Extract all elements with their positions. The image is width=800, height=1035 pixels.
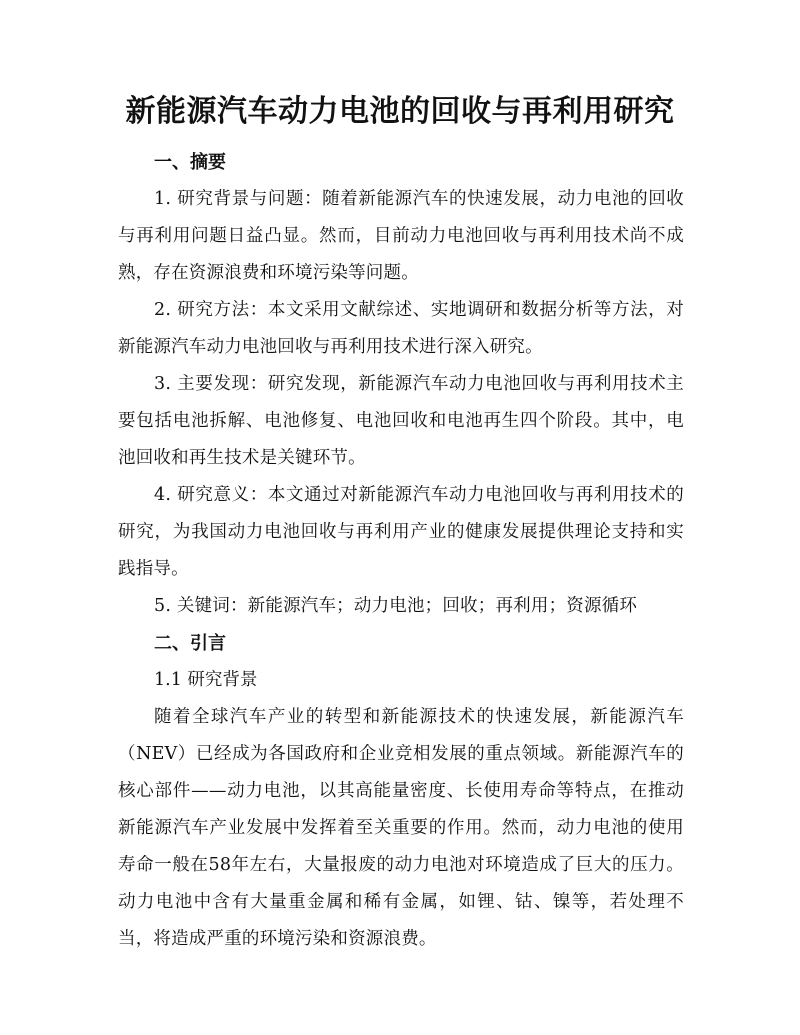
document-title: 新能源汽车动力电池的回收与再利用研究 — [125, 94, 675, 129]
subsection-heading: 1.1 研究背景 — [154, 670, 258, 690]
item-number: 4. — [154, 485, 172, 505]
abstract-item — [118, 181, 684, 292]
abstract-item — [118, 477, 684, 588]
document-body — [118, 144, 684, 958]
item-number: 1. — [154, 189, 172, 209]
item-text: 研究方法：本文采用文献综述、实地调研和数据分析等方法，对新能源汽车动力电池回收与再利用技术进行深入研究。 — [118, 300, 684, 357]
item-text: 关键词：新能源汽车；动力电池；回收；再利用；资源循环 — [176, 596, 638, 616]
section-heading-introduction: 二、引言 — [154, 633, 226, 654]
abstract-item — [118, 292, 684, 366]
abstract-item — [118, 366, 684, 477]
item-number: 2. — [154, 300, 172, 320]
item-text: 主要发现：研究发现，新能源汽车动力电池回收与再利用技术主要包括电池拆解、电池修复、电池回收和电池再生四个阶段。其中，电池回收和再生技术是关键环节。 — [118, 374, 684, 468]
item-text: 研究背景与问题：随着新能源汽车的快速发展，动力电池的回收与再利用问题日益凸显。然而，目前动力电池回收与再利用技术尚不成熟，存在资源浪费和环境污染等问题。 — [118, 189, 684, 283]
abstract-item — [118, 588, 684, 625]
section-heading-abstract: 一、摘要 — [154, 152, 226, 173]
item-text: 研究意义：本文通过对新能源汽车动力电池回收与再利用技术的研究，为我国动力电池回收与再利用产业的健康发展提供理论支持和实践指导。 — [118, 485, 684, 579]
item-number: 5. — [154, 596, 172, 616]
item-number: 3. — [154, 374, 172, 394]
body-paragraph: 随着全球汽车产业的转型和新能源技术的快速发展，新能源汽车（NEV）已经成为各国政府和企业竞相发展的重点领域。新能源汽车的核心部件——动力电池，以其高能量密度、长使用寿命等特点，在推动新能源汽车产业发展中发挥着至关重要的作用。然而，动力电池的使用寿命一般在58年左右，大量报废的动力电池对环境造成了巨大的压力。动力电池中含有大量重金属和稀有金属，如锂、钴、镍等，若处理不当，将造成严重的环境污染和资源浪费。 — [118, 707, 684, 949]
